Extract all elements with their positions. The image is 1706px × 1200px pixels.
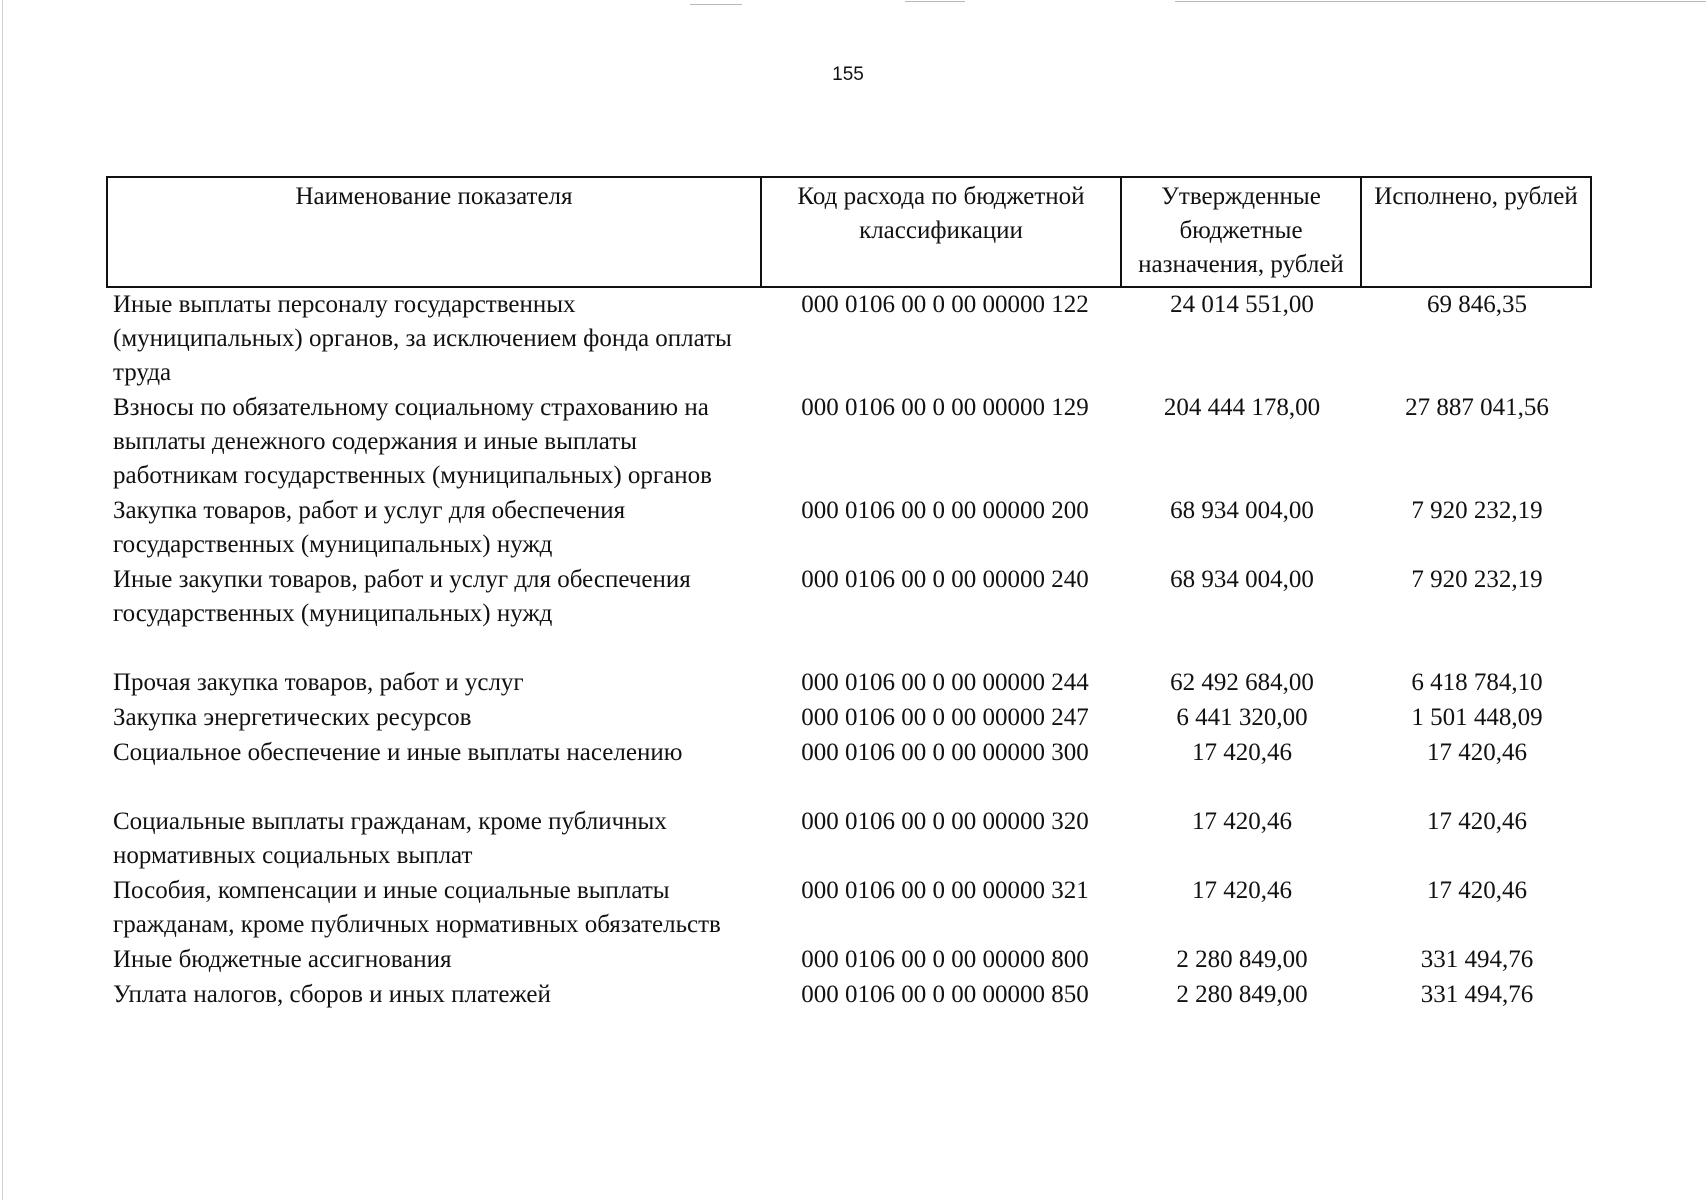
row-name: Закупка энергетических ресурсов bbox=[113, 704, 472, 731]
row-name: Взносы по обязательному социальному страхованию на выплаты денежного содержания и иные выплаты работникам государственных (муниципальных) органов bbox=[113, 394, 712, 489]
table-header-row bbox=[107, 177, 1591, 287]
row-executed: 331 494,76 bbox=[1420, 981, 1534, 1008]
table-row bbox=[107, 287, 1591, 391]
row-name: Пособия, компенсации и иные социальные выплаты гражданам, кроме публичных нормативных обязательств bbox=[113, 877, 721, 938]
row-name: Социальное обеспечение и иные выплаты населению bbox=[113, 739, 683, 766]
row-code: 000 0106 00 0 00 00000 247 bbox=[801, 704, 1089, 731]
row-code: 000 0106 00 0 00 00000 244 bbox=[801, 669, 1089, 696]
row-name: Уплата налогов, сборов и иных платежей bbox=[113, 981, 551, 1008]
row-approved: 24 014 551,00 bbox=[1170, 291, 1314, 318]
row-code: 000 0106 00 0 00 00000 800 bbox=[801, 946, 1089, 973]
row-code: 000 0106 00 0 00 00000 122 bbox=[801, 291, 1089, 318]
row-approved: 68 934 004,00 bbox=[1170, 497, 1314, 524]
table-row bbox=[107, 736, 1591, 805]
row-executed: 69 846,35 bbox=[1427, 291, 1527, 318]
row-code: 000 0106 00 0 00 00000 129 bbox=[801, 394, 1089, 421]
row-code: 000 0106 00 0 00 00000 850 bbox=[801, 981, 1089, 1008]
budget-table bbox=[106, 176, 1592, 1013]
row-approved: 204 444 178,00 bbox=[1163, 394, 1321, 421]
row-executed: 331 494,76 bbox=[1420, 946, 1534, 973]
row-name: Иные закупки товаров, работ и услуг для обеспечения государственных (муниципальных) нужд bbox=[113, 566, 691, 627]
row-executed: 27 887 041,56 bbox=[1405, 394, 1549, 421]
header-code: Код расхода по бюджетной классификации bbox=[761, 177, 1121, 287]
header-executed: Исполнено, рублей bbox=[1361, 177, 1591, 287]
table-row bbox=[107, 943, 1591, 978]
row-approved: 6 441 320,00 bbox=[1176, 704, 1308, 731]
table-row bbox=[107, 805, 1591, 874]
row-executed: 7 920 232,19 bbox=[1411, 566, 1543, 593]
row-name: Социальные выплаты гражданам, кроме публичных нормативных социальных выплат bbox=[113, 808, 667, 869]
row-name: Закупка товаров, работ и услуг для обеспечения государственных (муниципальных) нужд bbox=[113, 497, 626, 558]
row-executed: 17 420,46 bbox=[1427, 739, 1527, 766]
row-approved: 17 420,46 bbox=[1192, 808, 1292, 835]
table-row bbox=[107, 666, 1591, 701]
row-approved: 68 934 004,00 bbox=[1170, 566, 1314, 593]
row-executed: 7 920 232,19 bbox=[1411, 497, 1543, 524]
scan-artifact-line bbox=[690, 4, 742, 5]
row-code: 000 0106 00 0 00 00000 320 bbox=[801, 808, 1089, 835]
scan-artifact-line bbox=[1175, 1, 1706, 2]
scan-edge bbox=[2, 0, 3, 1200]
row-approved: 62 492 684,00 bbox=[1170, 669, 1314, 696]
row-code: 000 0106 00 0 00 00000 321 bbox=[801, 877, 1089, 904]
row-executed: 1 501 448,09 bbox=[1411, 704, 1543, 731]
row-approved: 2 280 849,00 bbox=[1176, 981, 1308, 1008]
table-row bbox=[107, 978, 1591, 1013]
row-approved: 17 420,46 bbox=[1192, 739, 1292, 766]
header-name: Наименование показателя bbox=[107, 177, 761, 287]
table-row bbox=[107, 391, 1591, 494]
row-code: 000 0106 00 0 00 00000 240 bbox=[801, 566, 1089, 593]
table-row bbox=[107, 494, 1591, 563]
row-name: Иные бюджетные ассигнования bbox=[113, 946, 452, 973]
row-executed: 17 420,46 bbox=[1427, 877, 1527, 904]
row-executed: 6 418 784,10 bbox=[1411, 669, 1543, 696]
table-row bbox=[107, 563, 1591, 666]
header-approved: Утвержденные бюджетные назначения, рублей bbox=[1121, 177, 1361, 287]
row-name: Прочая закупка товаров, работ и услуг bbox=[113, 669, 524, 696]
table-row bbox=[107, 701, 1591, 736]
row-approved: 17 420,46 bbox=[1192, 877, 1292, 904]
row-executed: 17 420,46 bbox=[1427, 808, 1527, 835]
row-code: 000 0106 00 0 00 00000 200 bbox=[801, 497, 1089, 524]
row-approved: 2 280 849,00 bbox=[1176, 946, 1308, 973]
row-name: Иные выплаты персоналу государственных (муниципальных) органов, за исключением фонда оплаты труда bbox=[113, 291, 732, 386]
table-row bbox=[107, 874, 1591, 943]
row-code: 000 0106 00 0 00 00000 300 bbox=[801, 739, 1089, 766]
page-number: 155 bbox=[832, 64, 864, 85]
scan-artifact-line bbox=[905, 1, 965, 2]
